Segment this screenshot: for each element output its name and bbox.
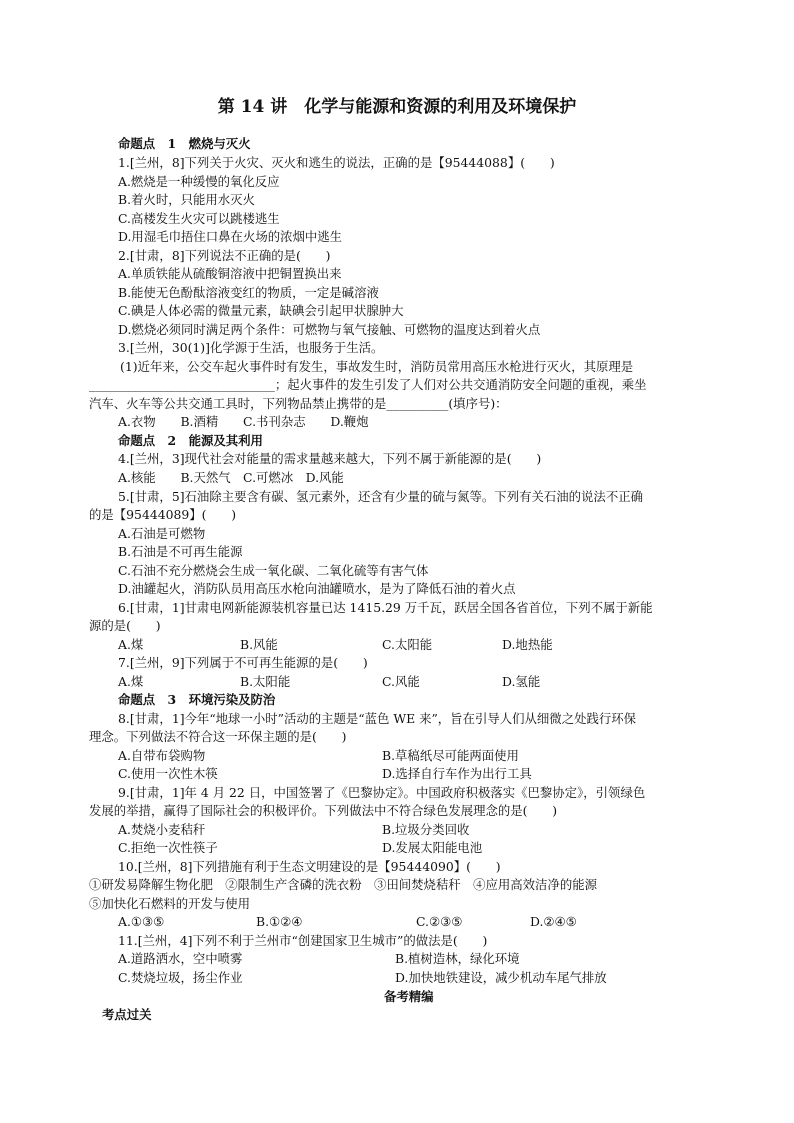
text-line: B.能使无色酚酞溶液变红的物质，一定是碱溶液 <box>118 285 379 300</box>
text-line: C.碘是人体必需的微量元素，缺碘会引起甲状腺肿大 <box>118 303 404 318</box>
text-line: C.焚烧垃圾，扬尘作业 <box>118 970 243 985</box>
section-heading: 考点过关 <box>102 1007 152 1022</box>
text-line: 9.[甘肃，1]年 4 月 22 日，中国签署了《巴黎协定》。中国政府积极落实《巴黎协定》，引领绿色 <box>118 785 646 800</box>
text-line: D.发展太阳能电池 <box>382 840 483 855</box>
text-line: C.高楼发生火灾可以跳楼逃生 <box>118 211 280 226</box>
text-line: B.垃圾分类回收 <box>382 822 470 837</box>
text-line: D.用湿毛巾捂住口鼻在火场的浓烟中逃生 <box>118 229 343 244</box>
text-line: 3.[兰州，30(1)]化学源于生活，也服务于生活。 <box>118 340 384 355</box>
text-line: B.石油是不可再生能源 <box>118 544 243 559</box>
text-line: A.单质铁能从硫酸铜溶液中把铜置换出来 <box>118 266 342 281</box>
text-line: D.②④⑤ <box>530 914 577 929</box>
text-line: D.地热能 <box>502 637 553 652</box>
text-line: A.煤 <box>118 637 144 652</box>
text-line: 5.[甘肃，5]石油除主要含有碳、氢元素外，还含有少量的硫与氮等。下列有关石油的说法不正确 <box>118 489 643 504</box>
text-line: 理念。下列做法不符合这一环保主题的是( ) <box>89 729 347 744</box>
section-heading: 备考精编 <box>384 989 434 1004</box>
text-line: 发展的举措，赢得了国际社会的积极评价。下列做法中不符合绿色发展理念的是( ) <box>89 803 558 818</box>
section-heading: 命题点 2 能源及其利用 <box>118 433 263 448</box>
text-line: 2.[甘肃，8]下列说法不正确的是( ) <box>118 248 331 263</box>
section-heading: 命题点 1 燃烧与灭火 <box>118 136 251 151</box>
text-line: 6.[甘肃，1]甘肃电网新能源装机容量已达 1415.29 万千瓦，跃居全国各省首位，下列不属于新能 <box>118 600 653 615</box>
text-line: (1)近年来，公交车起火事件时有发生，事故发生时，消防员常用高压水枪进行灭火，其原理是 <box>120 359 634 374</box>
text-line: A.石油是可燃物 <box>118 526 206 541</box>
text-line: A.煤 <box>118 674 144 689</box>
text-line: A.自带布袋购物 <box>118 748 206 763</box>
text-line: D.选择自行车作为出行工具 <box>382 766 532 781</box>
text-line: 4.[兰州，3]现代社会对能量的需求量越来越大，下列不属于新能源的是( ) <box>118 451 542 466</box>
section-heading: 命题点 3 环境污染及防治 <box>118 692 276 707</box>
text-line: 的是【95444089】( ) <box>89 507 237 522</box>
text-line: B.草稿纸尽可能两面使用 <box>382 748 519 763</box>
text-line: 11.[兰州，4]下列不利于兰州市“创建国家卫生城市”的做法是( ) <box>118 933 488 948</box>
text-line: C.②③⑤ <box>416 914 463 929</box>
text-line: A.道路洒水，空中喷雾 <box>118 951 243 966</box>
text-line: 10.[兰州，8]下列措施有利于生态文明建设的是【95444090】( ) <box>118 859 501 874</box>
text-line: A.核能 B.天然气 C.可燃冰 D.风能 <box>118 470 344 485</box>
page-title: 第 14 讲 化学与能源和资源的利用及环境保护 <box>217 97 577 117</box>
text-line: C.风能 <box>382 674 420 689</box>
text-line: D.加快地铁建设，减少机动车尾气排放 <box>395 970 607 985</box>
text-line: A.①③⑤ <box>118 914 165 929</box>
text-line: B.太阳能 <box>240 674 291 689</box>
text-line: C.太阳能 <box>382 637 433 652</box>
text-line: B.风能 <box>240 637 278 652</box>
text-line: B.①②④ <box>256 914 303 929</box>
text-line: 1.[兰州，8]下列关于火灾、灭火和逃生的说法，正确的是【95444088】( ) <box>118 155 555 170</box>
text-line: A.焚烧小麦秸秆 <box>118 822 206 837</box>
text-line: D.油罐起火，消防队员用高压水枪向油罐喷水，是为了降低石油的着火点 <box>118 581 516 596</box>
text-line: C.拒绝一次性筷子 <box>118 840 218 855</box>
text-line: A.燃烧是一种缓慢的氧化反应 <box>118 174 280 189</box>
text-line: B.着火时，只能用水灭火 <box>118 192 255 207</box>
text-line: 8.[甘肃，1]今年“地球一小时”活动的主题是“蓝色 WE 来”，旨在引导人们从细微之处践行环保 <box>118 711 637 726</box>
text-line: 7.[兰州，9]下列属于不可再生能源的是( ) <box>118 655 368 670</box>
text-line: B.植树造林，绿化环境 <box>395 951 520 966</box>
text-line: D.燃烧必须同时满足两个条件：可燃物与氧气接触、可燃物的温度达到着火点 <box>118 322 541 337</box>
text-line: ______________________________；起火事件的发生引发了人们对公共交通消防安全问题的重视，乘坐 <box>89 377 647 392</box>
text-line: D.氢能 <box>502 674 541 689</box>
text-line: 汽车、火车等公共交通工具时，下列物品禁止携带的是__________(填序号)： <box>89 396 508 411</box>
text-line: ⑤加快化石燃料的开发与使用 <box>89 896 251 911</box>
text-line: C.使用一次性木筷 <box>118 766 218 781</box>
text-line: C.石油不充分燃烧会生成一氧化碳、二氧化硫等有害气体 <box>118 563 429 578</box>
text-line: ①研发易降解生物化肥 ②限制生产含磷的洗衣粉 ③田间焚烧秸秆 ④应用高效洁净的能源 <box>89 877 598 892</box>
text-line: A.衣物 B.酒精 C.书刊杂志 D.鞭炮 <box>118 414 369 429</box>
text-line: 源的是( ) <box>89 618 161 633</box>
